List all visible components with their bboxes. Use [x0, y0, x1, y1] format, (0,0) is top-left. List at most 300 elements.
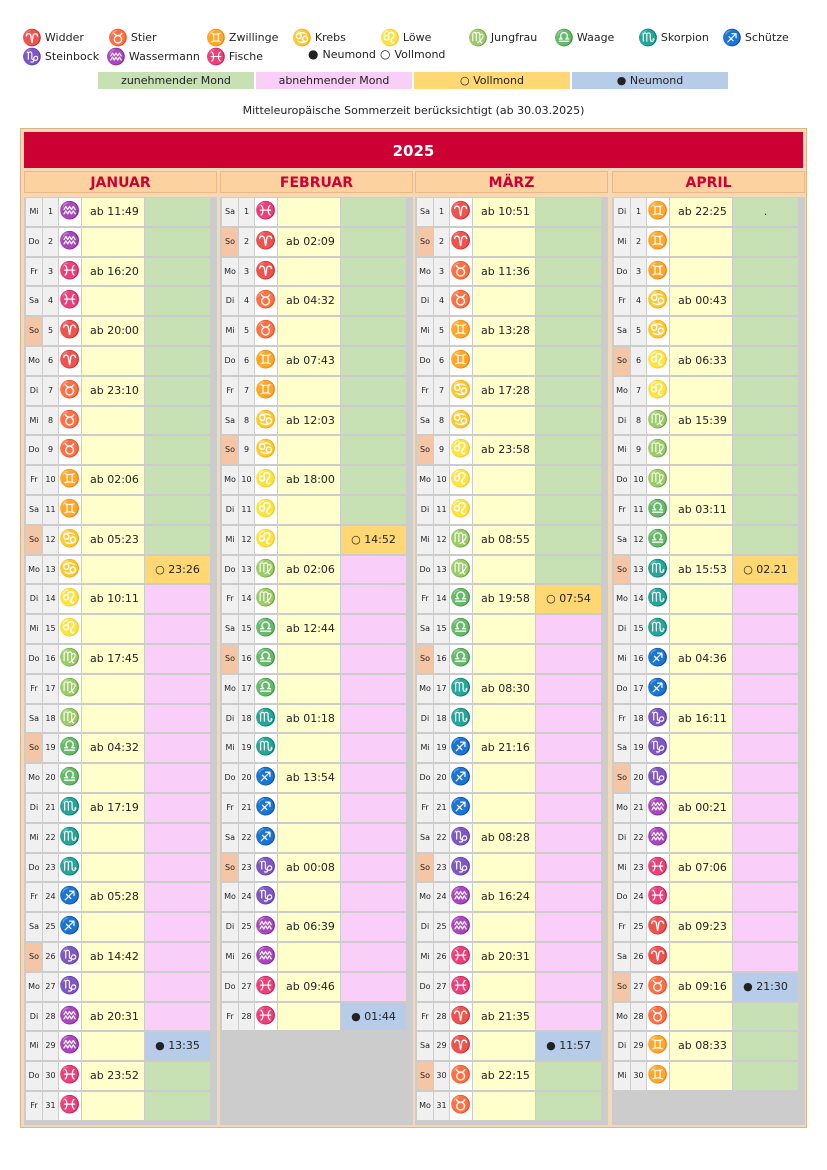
moon-phase-cell	[341, 854, 406, 882]
sign-change-time	[82, 854, 144, 882]
zodiac-sign-icon: ♑	[255, 883, 277, 911]
day-row	[612, 1061, 805, 1091]
day-row	[415, 495, 608, 525]
day-row	[220, 197, 413, 227]
moon-phase-cell	[536, 377, 601, 405]
day-number: 7	[434, 377, 449, 405]
day-number: 19	[239, 734, 254, 762]
sign-change-time	[670, 258, 732, 286]
sign-change-time: ab 22:15	[473, 1062, 535, 1090]
zodiac-sign-icon: ♋	[647, 287, 669, 315]
legend-taurus	[108, 28, 157, 47]
zodiac-legend-row	[22, 28, 812, 47]
moon-phase-cell	[733, 883, 798, 911]
day-row	[24, 823, 217, 853]
weekday-cell: So	[417, 854, 433, 882]
moon-phase-cell	[341, 347, 406, 375]
weekday-cell: Di	[222, 913, 238, 941]
sign-change-time	[82, 407, 144, 435]
sign-change-time	[82, 496, 144, 524]
moon-phase-cell	[341, 198, 406, 226]
sign-change-time	[278, 943, 340, 971]
zodiac-sign-icon: ♒	[59, 1032, 81, 1060]
sign-change-time	[278, 824, 340, 852]
sign-change-time: ab 00:08	[278, 854, 340, 882]
day-number: 20	[43, 764, 58, 792]
moon-phase-cell: ● 01:44	[341, 1003, 406, 1031]
moon-phase-cell: ○ 02.21	[733, 556, 798, 584]
weekday-cell: So	[417, 228, 433, 256]
day-number: 17	[631, 675, 646, 703]
moon-phase-cell	[145, 347, 210, 375]
month-header: FEBRUAR	[220, 171, 413, 193]
zodiac-sign-icon: ♑	[59, 973, 81, 1001]
sign-change-time: ab 23:10	[82, 377, 144, 405]
moon-phase-cell	[536, 675, 601, 703]
sign-change-time	[670, 228, 732, 256]
day-number: 11	[43, 496, 58, 524]
weekday-cell: So	[614, 556, 630, 584]
sign-change-time	[473, 794, 535, 822]
moon-phase-cell	[733, 377, 798, 405]
zodiac-sign-icon: ♓	[59, 258, 81, 286]
zodiac-sign-icon: ♋	[255, 407, 277, 435]
zodiac-sign-icon: ♈	[450, 228, 472, 256]
sign-change-time: ab 02:09	[278, 228, 340, 256]
day-row	[24, 465, 217, 495]
sign-change-time: ab 14:42	[82, 943, 144, 971]
sign-change-time: ab 02:06	[82, 466, 144, 494]
zodiac-sign-icon: ♈	[59, 347, 81, 375]
virgo-icon: ♍	[468, 28, 488, 47]
sign-change-time	[278, 585, 340, 613]
zodiac-sign-icon: ♉	[59, 377, 81, 405]
zodiac-sign-icon: ♎	[450, 615, 472, 643]
moon-phase-cell	[341, 794, 406, 822]
sign-change-time	[670, 436, 732, 464]
moon-phase-cell	[733, 585, 798, 613]
sign-change-time	[82, 1032, 144, 1060]
weekday-cell: Fr	[614, 496, 630, 524]
day-number: 15	[434, 615, 449, 643]
day-row	[415, 614, 608, 644]
sign-change-time	[82, 1092, 144, 1120]
sign-change-time	[473, 228, 535, 256]
sign-change-time	[473, 973, 535, 1001]
sign-change-time	[82, 764, 144, 792]
zodiac-sign-icon: ♓	[450, 973, 472, 1001]
moon-phase-cell: ● 11:57	[536, 1032, 601, 1060]
moon-phase-cell	[733, 526, 798, 554]
weekday-cell: Mi	[614, 436, 630, 464]
day-number: 14	[631, 585, 646, 613]
day-row	[24, 1031, 217, 1061]
day-number: 21	[631, 794, 646, 822]
day-row	[24, 882, 217, 912]
day-number: 28	[434, 1003, 449, 1031]
day-number: 25	[434, 913, 449, 941]
day-number: 15	[239, 615, 254, 643]
zodiac-sign-icon: ♉	[450, 287, 472, 315]
day-number: 4	[43, 287, 58, 315]
day-number: 30	[631, 1062, 646, 1090]
weekday-cell: Mi	[614, 228, 630, 256]
moon-phase-cell	[536, 407, 601, 435]
zodiac-sign-icon: ♈	[647, 943, 669, 971]
weekday-cell: Di	[614, 824, 630, 852]
weekday-cell: Di	[417, 705, 433, 733]
day-row	[415, 406, 608, 436]
sign-change-time: ab 18:00	[278, 466, 340, 494]
day-number: 30	[434, 1062, 449, 1090]
moon-phase-cell	[341, 377, 406, 405]
day-row	[220, 1002, 413, 1032]
sign-change-time	[473, 615, 535, 643]
zodiac-sign-icon: ♒	[647, 824, 669, 852]
day-row	[415, 465, 608, 495]
legend-label: Vollmond	[394, 48, 446, 61]
day-row	[220, 644, 413, 674]
weekday-cell: Do	[417, 764, 433, 792]
month-header: MÄRZ	[415, 171, 608, 193]
zodiac-sign-icon: ♒	[59, 198, 81, 226]
moon-phase-cell	[733, 824, 798, 852]
day-number: 14	[239, 585, 254, 613]
month-days	[24, 197, 217, 1125]
day-row	[415, 286, 608, 316]
day-row	[220, 406, 413, 436]
day-number: 27	[239, 973, 254, 1001]
day-row	[24, 197, 217, 227]
day-number: 2	[434, 228, 449, 256]
day-row	[415, 584, 608, 614]
zodiac-sign-icon: ♏	[59, 824, 81, 852]
zodiac-sign-icon: ♊	[647, 258, 669, 286]
weekday-cell: Sa	[614, 943, 630, 971]
day-row	[24, 346, 217, 376]
weekday-cell: Mi	[26, 198, 42, 226]
moon-phase-cell	[536, 317, 601, 345]
moon-phase-cell	[733, 943, 798, 971]
day-number: 23	[434, 854, 449, 882]
sign-change-time: ab 00:21	[670, 794, 732, 822]
day-number: 3	[239, 258, 254, 286]
day-row	[415, 257, 608, 287]
weekday-cell: Mi	[222, 526, 238, 554]
sign-change-time: ab 06:39	[278, 913, 340, 941]
legend-label: Widder	[44, 31, 84, 44]
day-row	[612, 882, 805, 912]
day-row	[612, 853, 805, 883]
day-number: 24	[239, 883, 254, 911]
moon-phase-cell	[536, 973, 601, 1001]
weekday-cell: Sa	[417, 824, 433, 852]
day-row	[415, 674, 608, 704]
day-row	[415, 644, 608, 674]
weekday-cell: Do	[614, 466, 630, 494]
month-header: APRIL	[612, 171, 805, 193]
weekday-cell: Do	[417, 556, 433, 584]
weekday-cell: Sa	[26, 287, 42, 315]
day-row	[220, 853, 413, 883]
moon-phase-cell	[536, 794, 601, 822]
moon-phase-cell	[341, 645, 406, 673]
day-row	[612, 972, 805, 1002]
moon-phase-cell	[341, 764, 406, 792]
sign-change-time	[82, 615, 144, 643]
sign-change-time: ab 05:23	[82, 526, 144, 554]
zodiac-sign-icon: ♏	[59, 854, 81, 882]
zodiac-sign-icon: ♌	[59, 615, 81, 643]
libra-icon: ♎	[554, 28, 574, 47]
legend-label: Schütze	[744, 31, 789, 44]
full-moon-icon: ○	[380, 47, 391, 61]
weekday-cell: Mo	[26, 764, 42, 792]
zodiac-sign-icon: ♌	[450, 496, 472, 524]
day-number: 19	[434, 734, 449, 762]
day-row	[24, 584, 217, 614]
sign-change-time	[82, 287, 144, 315]
moon-phase-cell	[145, 1003, 210, 1031]
day-number: 12	[631, 526, 646, 554]
day-number: 28	[631, 1003, 646, 1031]
moon-phase-cell	[733, 645, 798, 673]
day-number: 2	[239, 228, 254, 256]
sign-change-time: ab 17:19	[82, 794, 144, 822]
day-row	[612, 763, 805, 793]
sign-change-time: ab 20:31	[82, 1003, 144, 1031]
zodiac-sign-icon: ♎	[647, 496, 669, 524]
zodiac-sign-icon: ♐	[450, 764, 472, 792]
sign-change-time	[278, 675, 340, 703]
day-row	[612, 584, 805, 614]
sign-change-time: ab 13:28	[473, 317, 535, 345]
zodiac-sign-icon: ♎	[450, 645, 472, 673]
month-column	[415, 171, 608, 1125]
moon-phase-cell: ● 13:35	[145, 1032, 210, 1060]
zodiac-sign-icon: ♉	[59, 407, 81, 435]
moon-phase-cell	[145, 1092, 210, 1120]
zodiac-sign-icon: ♎	[255, 615, 277, 643]
sign-change-time	[82, 973, 144, 1001]
moon-phase-cell	[341, 973, 406, 1001]
sign-change-time: ab 00:43	[670, 287, 732, 315]
moon-phase-cell	[733, 258, 798, 286]
day-number: 28	[239, 1003, 254, 1031]
moon-phase-cell	[536, 526, 601, 554]
legend-gemini	[206, 28, 278, 47]
sign-change-time	[82, 436, 144, 464]
zodiac-sign-icon: ♌	[647, 347, 669, 375]
moon-phase-cell	[536, 347, 601, 375]
weekday-cell: Mo	[614, 377, 630, 405]
weekday-cell: Di	[614, 615, 630, 643]
weekday-cell: Di	[26, 1003, 42, 1031]
day-row	[220, 525, 413, 555]
sign-change-time	[278, 1003, 340, 1031]
sign-change-time	[670, 615, 732, 643]
moon-phase-cell	[536, 764, 601, 792]
day-row	[415, 555, 608, 585]
month-days	[612, 197, 805, 1125]
day-row	[612, 346, 805, 376]
zodiac-sign-icon: ♑	[647, 705, 669, 733]
moon-phase-cell	[145, 198, 210, 226]
day-number: 16	[434, 645, 449, 673]
zodiac-sign-icon: ♍	[255, 556, 277, 584]
moon-phase-cell	[341, 883, 406, 911]
day-row	[612, 227, 805, 257]
zodiac-sign-icon: ♊	[450, 347, 472, 375]
sign-change-time: ab 10:11	[82, 585, 144, 613]
moon-phase-cell	[733, 854, 798, 882]
day-row	[24, 912, 217, 942]
day-row	[220, 257, 413, 287]
moon-phase-cell	[341, 496, 406, 524]
weekday-cell: So	[222, 436, 238, 464]
day-row	[220, 763, 413, 793]
legend-new-moon: ● Neumond	[572, 72, 728, 89]
day-row	[415, 823, 608, 853]
day-row	[24, 704, 217, 734]
moon-phase-cell	[341, 943, 406, 971]
day-row	[612, 316, 805, 346]
legend-sagittarius	[722, 28, 789, 47]
day-row	[24, 316, 217, 346]
moon-phase-cell: ○ 14:52	[341, 526, 406, 554]
day-row	[415, 1061, 608, 1091]
weekday-cell: Do	[222, 764, 238, 792]
day-number: 6	[239, 347, 254, 375]
sign-change-time	[473, 556, 535, 584]
weekday-cell: Fr	[222, 794, 238, 822]
sign-change-time: ab 07:43	[278, 347, 340, 375]
weekday-cell: So	[614, 347, 630, 375]
sign-change-time: ab 15:53	[670, 556, 732, 584]
weekday-cell: Fr	[222, 377, 238, 405]
moon-phase-cell	[145, 317, 210, 345]
day-number: 29	[631, 1032, 646, 1060]
zodiac-sign-icon: ♍	[450, 556, 472, 584]
zodiac-sign-icon: ♈	[450, 1003, 472, 1031]
day-row	[612, 614, 805, 644]
sign-change-time	[473, 705, 535, 733]
day-number: 19	[631, 734, 646, 762]
sign-change-time	[473, 1032, 535, 1060]
weekday-cell: Mo	[614, 1003, 630, 1031]
weekday-cell: Mo	[222, 258, 238, 286]
day-row	[612, 733, 805, 763]
day-number: 11	[239, 496, 254, 524]
sign-change-time: ab 08:33	[670, 1032, 732, 1060]
day-number: 1	[434, 198, 449, 226]
day-row	[24, 1002, 217, 1032]
zodiac-sign-icon: ♒	[450, 883, 472, 911]
sign-change-time	[278, 198, 340, 226]
day-row	[415, 435, 608, 465]
zodiac-sign-icon: ♍	[647, 407, 669, 435]
day-number: 31	[43, 1092, 58, 1120]
aries-icon: ♈	[22, 28, 42, 47]
day-row	[24, 227, 217, 257]
moon-phase-cell	[536, 854, 601, 882]
zodiac-legend	[22, 28, 812, 66]
moon-phase-cell	[733, 317, 798, 345]
moon-phase-cell	[145, 526, 210, 554]
weekday-cell: Do	[417, 973, 433, 1001]
moon-phase-cell	[733, 436, 798, 464]
zodiac-sign-icon: ♉	[450, 258, 472, 286]
legend-scorpio	[638, 28, 709, 47]
zodiac-sign-icon: ♎	[59, 734, 81, 762]
weekday-cell: Mi	[417, 734, 433, 762]
day-row	[415, 793, 608, 823]
moon-phase-cell	[341, 466, 406, 494]
legend-label: Skorpion	[660, 31, 709, 44]
zodiac-sign-icon: ♐	[647, 675, 669, 703]
day-row	[220, 704, 413, 734]
sign-change-time: ab 02:06	[278, 556, 340, 584]
day-row	[220, 614, 413, 644]
day-number: 8	[631, 407, 646, 435]
sign-change-time: ab 20:31	[473, 943, 535, 971]
weekday-cell: Fr	[26, 258, 42, 286]
day-row	[612, 823, 805, 853]
day-number: 20	[434, 764, 449, 792]
day-row	[220, 674, 413, 704]
sign-change-time: ab 04:32	[82, 734, 144, 762]
day-number: 16	[239, 645, 254, 673]
weekday-cell: Fr	[26, 1092, 42, 1120]
day-row	[612, 1002, 805, 1032]
weekday-cell: Mi	[26, 824, 42, 852]
sign-change-time	[670, 317, 732, 345]
weekday-cell: Fr	[222, 585, 238, 613]
weekday-cell: So	[417, 1062, 433, 1090]
moon-phase-cell	[733, 347, 798, 375]
moon-phase-cell	[536, 556, 601, 584]
sign-change-time	[670, 764, 732, 792]
day-row	[220, 584, 413, 614]
gemini-icon: ♊	[206, 28, 226, 47]
weekday-cell: Di	[417, 496, 433, 524]
moon-phase-cell	[145, 734, 210, 762]
moon-phase-cell	[733, 407, 798, 435]
moon-phase-cell	[341, 615, 406, 643]
zodiac-sign-icon: ♎	[255, 645, 277, 673]
day-number: 1	[239, 198, 254, 226]
weekday-cell: So	[26, 317, 42, 345]
day-row	[24, 763, 217, 793]
day-number: 26	[434, 943, 449, 971]
day-number: 11	[631, 496, 646, 524]
day-row	[220, 823, 413, 853]
day-number: 10	[43, 466, 58, 494]
sign-change-time	[278, 377, 340, 405]
sign-change-time: ab 16:20	[82, 258, 144, 286]
day-number: 9	[239, 436, 254, 464]
day-number: 6	[631, 347, 646, 375]
moon-phase-cell	[341, 407, 406, 435]
sign-change-time: ab 01:18	[278, 705, 340, 733]
moon-phase-cell	[536, 943, 601, 971]
moon-phase-cell	[145, 913, 210, 941]
day-number: 6	[434, 347, 449, 375]
zodiac-sign-icon: ♍	[255, 585, 277, 613]
day-row	[220, 972, 413, 1002]
zodiac-sign-icon: ♈	[647, 913, 669, 941]
day-row	[415, 704, 608, 734]
